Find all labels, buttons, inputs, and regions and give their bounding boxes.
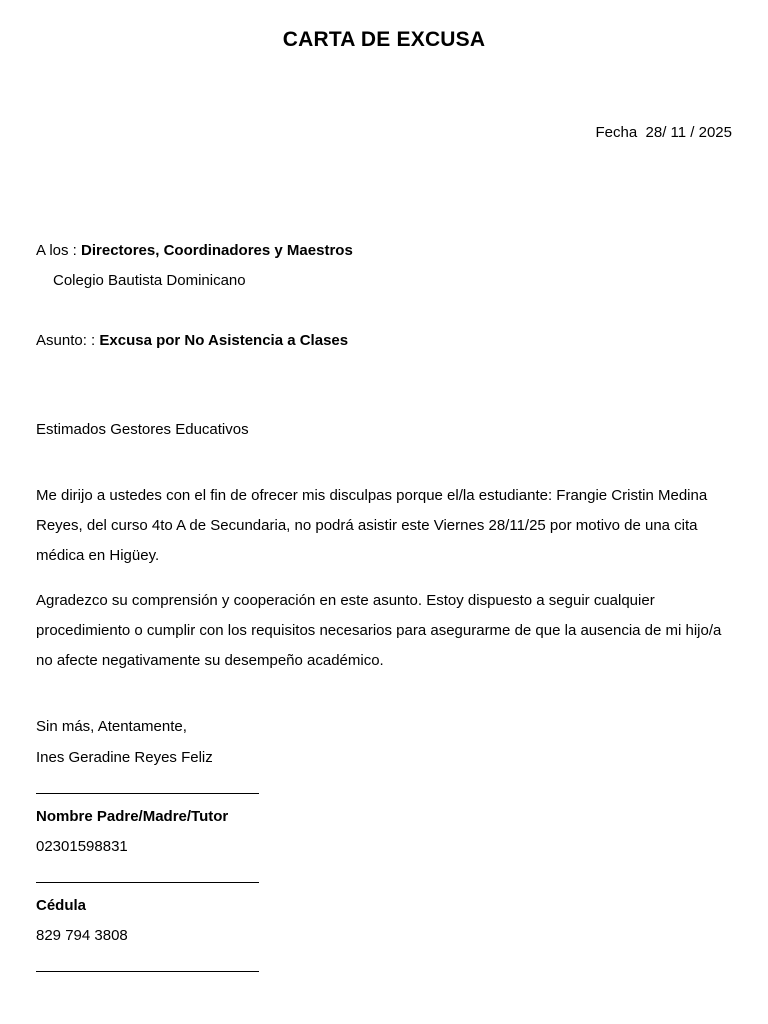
recipient-school: Colegio Bautista Dominicano (53, 272, 246, 289)
subject-text: Excusa por No Asistencia a Clases (99, 332, 349, 349)
body-paragraph-1: Me dirijo a ustedes con el fin de ofrecer mis disculpas porque el/la estudiante: Frangie Cristin Medina Reyes, del curso 4to A de Secundaria, no podrá asistir este Viernes 28/11/25 por motivo de una cita médica en Higüey. (36, 487, 708, 564)
date-line (595, 124, 732, 141)
signature-line (36, 793, 259, 794)
subject-prefix: Asunto: : (36, 332, 100, 349)
id-value: 02301598831 (36, 838, 128, 855)
recipient-line (36, 242, 353, 259)
signer-name: Ines Geradine Reyes Feliz (36, 749, 213, 766)
body-paragraph-2: Agradezco su comprensión y cooperación en este asunto. Estoy dispuesto a seguir cualquier procedimiento o cumplir con los requisitos necesarios para asegurarme de que la ausencia de mi hijo/a no afecte negativamente su desempeño académico. (36, 592, 722, 669)
phone-value: 829 794 3808 (36, 927, 128, 944)
id-label: Cédula (36, 897, 87, 914)
date-label: Fecha (595, 124, 638, 141)
sign-off: Sin más, Atentamente, (36, 718, 187, 735)
name-label: Nombre Padre/Madre/Tutor (36, 808, 229, 825)
subject-line (36, 332, 348, 349)
page-title: CARTA DE EXCUSA (282, 28, 486, 51)
recipient-prefix: A los : (36, 242, 82, 259)
id-line (36, 882, 259, 883)
greeting: Estimados Gestores Educativos (36, 421, 249, 438)
recipient-name: Directores, Coordinadores y Maestros (81, 242, 353, 259)
date-value: 28/ 11 / 2025 (645, 124, 732, 141)
phone-line (36, 971, 259, 972)
